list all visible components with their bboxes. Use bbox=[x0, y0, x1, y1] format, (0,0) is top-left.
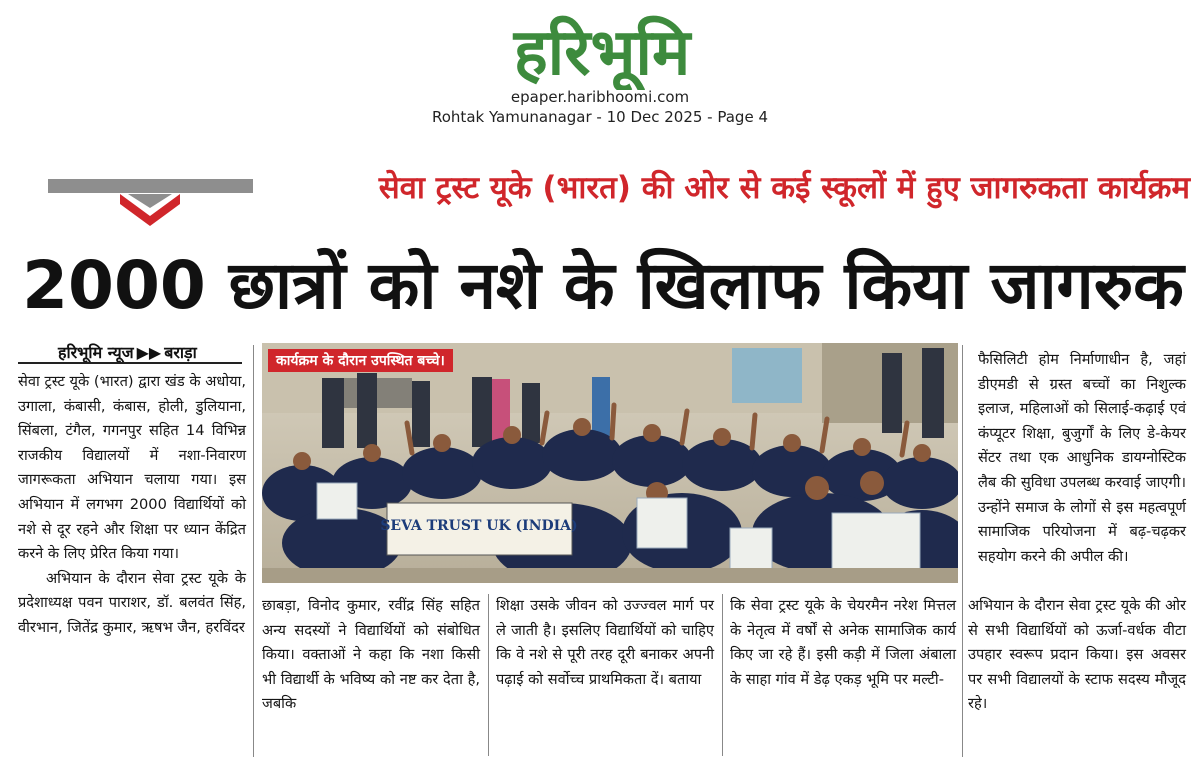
logo-text: हरिभूमि bbox=[513, 16, 691, 90]
article-headline: 2000 छात्रों को नशे के खिलाफ किया जागरुक bbox=[22, 247, 1184, 324]
paragraph: सेवा ट्रस्ट यूके (भारत) द्वारा खंड के अधोया, उगाला, कंबासी, कंबास, होली, डुलियाना, सिंबला, टंगैल, गगनपुर सहित 14 विभिन्न राजकीय विद्यालयों में नशा-निवारण जागरूकता अभियान चलाया गया। इस अभियान में लगभग 2000 विद्यार्थियों को नशे से दूर रहने और शिक्षा पर ध्यान केंद्रित करने के लिए प्रेरित किया गया। bbox=[18, 373, 246, 563]
column-rule bbox=[253, 345, 254, 757]
column-rule bbox=[488, 594, 489, 756]
article-kicker: सेवा ट्रस्ट यूके (भारत) की ओर से कई स्कूलों में हुए जागरुकता कार्यक्रम bbox=[378, 170, 1190, 206]
epaper-url: epaper.haribhoomi.com bbox=[510, 88, 690, 106]
column-rule bbox=[962, 345, 963, 757]
arrow-icon: ▶▶ bbox=[136, 343, 162, 362]
article-photo bbox=[262, 343, 958, 583]
article-column-1 bbox=[18, 370, 246, 641]
article-column-4: कि सेवा ट्रस्ट यूके के चेयरमैन नरेश मित्तल के नेतृत्व में वर्षों से अनेक सामाजिक कार्य किए जा रहे हैं। इसी कड़ी में जिला अंबाला के साहा गांव में डेढ़ एकड़ भूमि पर मल्टी- bbox=[730, 597, 956, 688]
photo-caption: कार्यक्रम के दौरान उपस्थित बच्चे। bbox=[268, 349, 453, 372]
divider bbox=[18, 362, 242, 364]
dateline-place: बराड़ा bbox=[164, 343, 197, 362]
paragraph: अभियान के दौरान सेवा ट्रस्ट यूके के प्रदेशाध्यक्ष पवन पाराशर, डॉ. बलवंत सिंह, वीरभान, जितेंद्र कुमार, ऋषभ जैन, हरविंदर bbox=[18, 569, 246, 636]
dateline bbox=[58, 341, 197, 363]
article-column-3: शिक्षा उसके जीवन को उज्ज्वल मार्ग पर ले जाती है। इसलिए विद्यार्थियों को चाहिए कि वे नशे से पूरी तरह दूरी बनाकर अपनी पढ़ाई को सर्वोच्च प्राथमिकता दें। बताया bbox=[496, 597, 714, 688]
article-column-right: फैसिलिटी होम निर्माणाधीन है, जहां डीएमडी से ग्रस्त बच्चों का निशुल्क इलाज, महिलाओं को सिलाई-कढ़ाई एवं कंप्यूटर शिक्षा, बुजुर्गों के लिए डे-केयर सेंटर तथा एक आधुनिक डायग्नोस्टिक लैब की सुविधा उपलब्ध करवाई जाएगी। उन्होंने समाज के लोगों से इस महत्वपूर्ण सामाजिक परियोजना में बढ़-चढ़कर सहयोग करने की अपील की। bbox=[978, 351, 1186, 565]
article-column-2: छाबड़ा, विनोद कुमार, रवींद्र सिंह सहित अन्य सदस्यों ने विद्यार्थियों को संबोधित किया। वक्ताओं ने कहा कि नशा किसी भी विद्यार्थी के भविष्य को नष्ट कर देता है, जबकि bbox=[262, 597, 480, 713]
haribhoomi-logo bbox=[452, 8, 752, 90]
edition-info: Rohtak Yamunanagar - 10 Dec 2025 - Page 4 bbox=[432, 108, 768, 126]
dateline-source: हरिभूमि न्यूज bbox=[58, 343, 134, 362]
column-rule bbox=[722, 594, 723, 756]
photo-illustration bbox=[262, 343, 958, 583]
decorative-bar bbox=[48, 179, 253, 193]
photo-banner-text: SEVA TRUST UK (INDIA) bbox=[380, 518, 578, 534]
chevron-down-icon bbox=[120, 194, 180, 228]
article-column-5: अभियान के दौरान सेवा ट्रस्ट यूके की ओर से सभी विद्यार्थियों को ऊर्जा-वर्धक वीटा उपहार स्वरूप प्रदान किया। इस अवसर पर सभी विद्यालयों के स्टाफ सदस्य मौजूद रहे। bbox=[968, 597, 1186, 713]
